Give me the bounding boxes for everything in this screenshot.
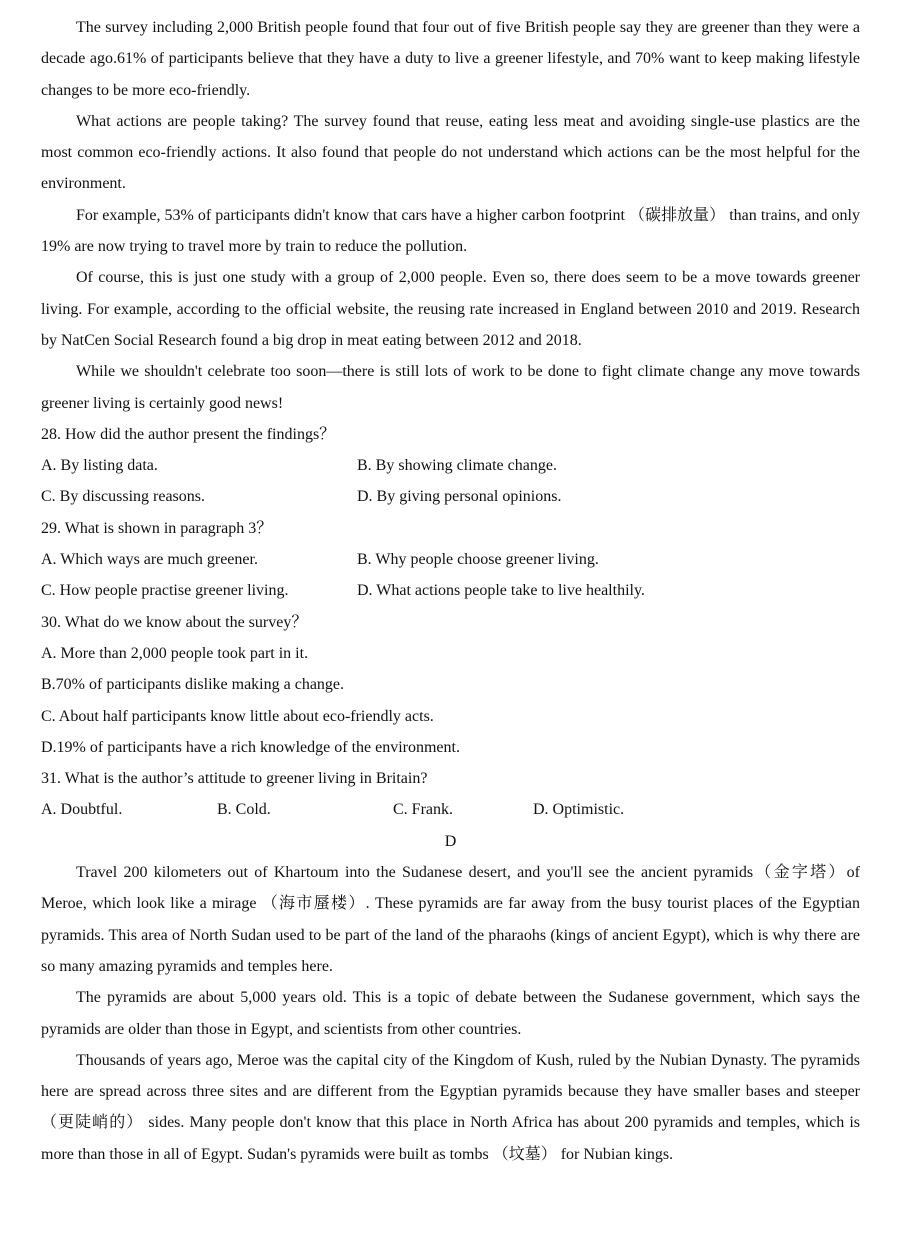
question-30-option-b: B.70% of participants dislike making a change. xyxy=(41,676,345,694)
passage-c-paragraph-4: Of course, this is just one study with a group of 2,000 people. Even so, there does seem to be a move towards greener living. For example, according to the official website, the reusing rate increased in England between 2010 and 2019. Research by NatCen Social Research found a big drop in meat eating between 2012 and 2018. xyxy=(41,269,860,349)
question-30-stem: 30. What do we know about the survey？ xyxy=(41,613,308,631)
question-29-option-c: C. How people practise greener living. xyxy=(41,582,289,600)
question-31-options xyxy=(41,794,860,825)
passage-d-paragraph-3: Thousands of years ago, Meroe was the capital city of the Kingdom of Kush, ruled by the Nubian Dynasty. The pyramids here are spread across three sites and are different from the Egyptian pyramids because they have smaller bases and steeper （更陡峭的） sides. Many people don't know that this place in North Africa has about 200 pyramids and temples, which is more than those in all of Egypt. Sudan's pyramids were built as tombs （坟墓） for Nubian kings. xyxy=(41,1051,860,1163)
question-31-stem: 31. What is the author’s attitude to greener living in Britain? xyxy=(41,770,428,788)
question-29-options-row-1 xyxy=(41,544,860,575)
passage-d-paragraph-1: Travel 200 kilometers out of Khartoum into the Sudanese desert, and you'll see the ancient pyramids（金字塔）of Meroe, which look like a mirage （海市蜃楼）. These pyramids are far away from the busy tourist places of the Egyptian pyramids. This area of North Sudan used to be part of the land of the pharaohs (kings of ancient Egypt), which is why there are so many amazing pyramids and temples here. xyxy=(41,864,860,975)
passage-c-paragraph-3: For example, 53% of participants didn't know that cars have a higher carbon footprint （碳排放量） than trains, and only 19% are now trying to travel more by train to reduce the pollution. xyxy=(41,206,860,256)
question-29-option-a: A. Which ways are much greener. xyxy=(41,551,258,569)
passage-c-paragraph-5: While we shouldn't celebrate too soon—there is still lots of work to be done to fight climate change any move towards greener living is certainly good news! xyxy=(41,363,860,412)
passage-d-paragraph-2: The pyramids are about 5,000 years old. This is a topic of debate between the Sudanese government, which says the pyramids are older than those in Egypt, and scientists from other countries. xyxy=(41,989,860,1038)
question-28-option-d: D. By giving personal opinions. xyxy=(357,488,562,506)
question-28-options-row-2 xyxy=(41,481,860,512)
passage-d-heading: D xyxy=(444,832,457,850)
question-28-stem: 28. How did the author present the findings？ xyxy=(41,425,336,443)
question-31-option-b: B. Cold. xyxy=(217,801,271,819)
question-31-option-a: A. Doubtful. xyxy=(41,801,123,819)
document-page xyxy=(41,12,860,1170)
passage-c-paragraph-2: What actions are people taking? The survey found that reuse, eating less meat and avoiding single-use plastics are the most common eco-friendly actions. It also found that people do not understand which actions can be the most helpful for the environment. xyxy=(41,112,860,193)
question-28-options-row-1 xyxy=(41,450,860,481)
question-28-option-c: C. By discussing reasons. xyxy=(41,488,205,506)
question-28-option-b: B. By showing climate change. xyxy=(357,457,557,475)
question-31-option-c: C. Frank. xyxy=(393,801,453,819)
question-29-option-d: D. What actions people take to live healthily. xyxy=(357,582,645,600)
question-30-option-c: C. About half participants know little about eco-friendly acts. xyxy=(41,707,434,725)
question-30-option-a: A. More than 2,000 people took part in it. xyxy=(41,644,309,662)
question-31-option-d: D. Optimistic. xyxy=(533,801,625,819)
question-29-options-row-2 xyxy=(41,575,860,606)
question-29-option-b: B. Why people choose greener living. xyxy=(357,551,599,569)
question-29-stem: 29. What is shown in paragraph 3？ xyxy=(41,519,273,537)
passage-c-paragraph-1: The survey including 2,000 British people found that four out of five British people say they are greener than they were a decade ago.61% of participants believe that they have a duty to live a greener lifestyle, and 70% want to keep making lifestyle changes to be more eco-friendly. xyxy=(41,19,860,99)
question-28-option-a: A. By listing data. xyxy=(41,457,158,475)
question-30-option-d: D.19% of participants have a rich knowledge of the environment. xyxy=(41,738,460,756)
